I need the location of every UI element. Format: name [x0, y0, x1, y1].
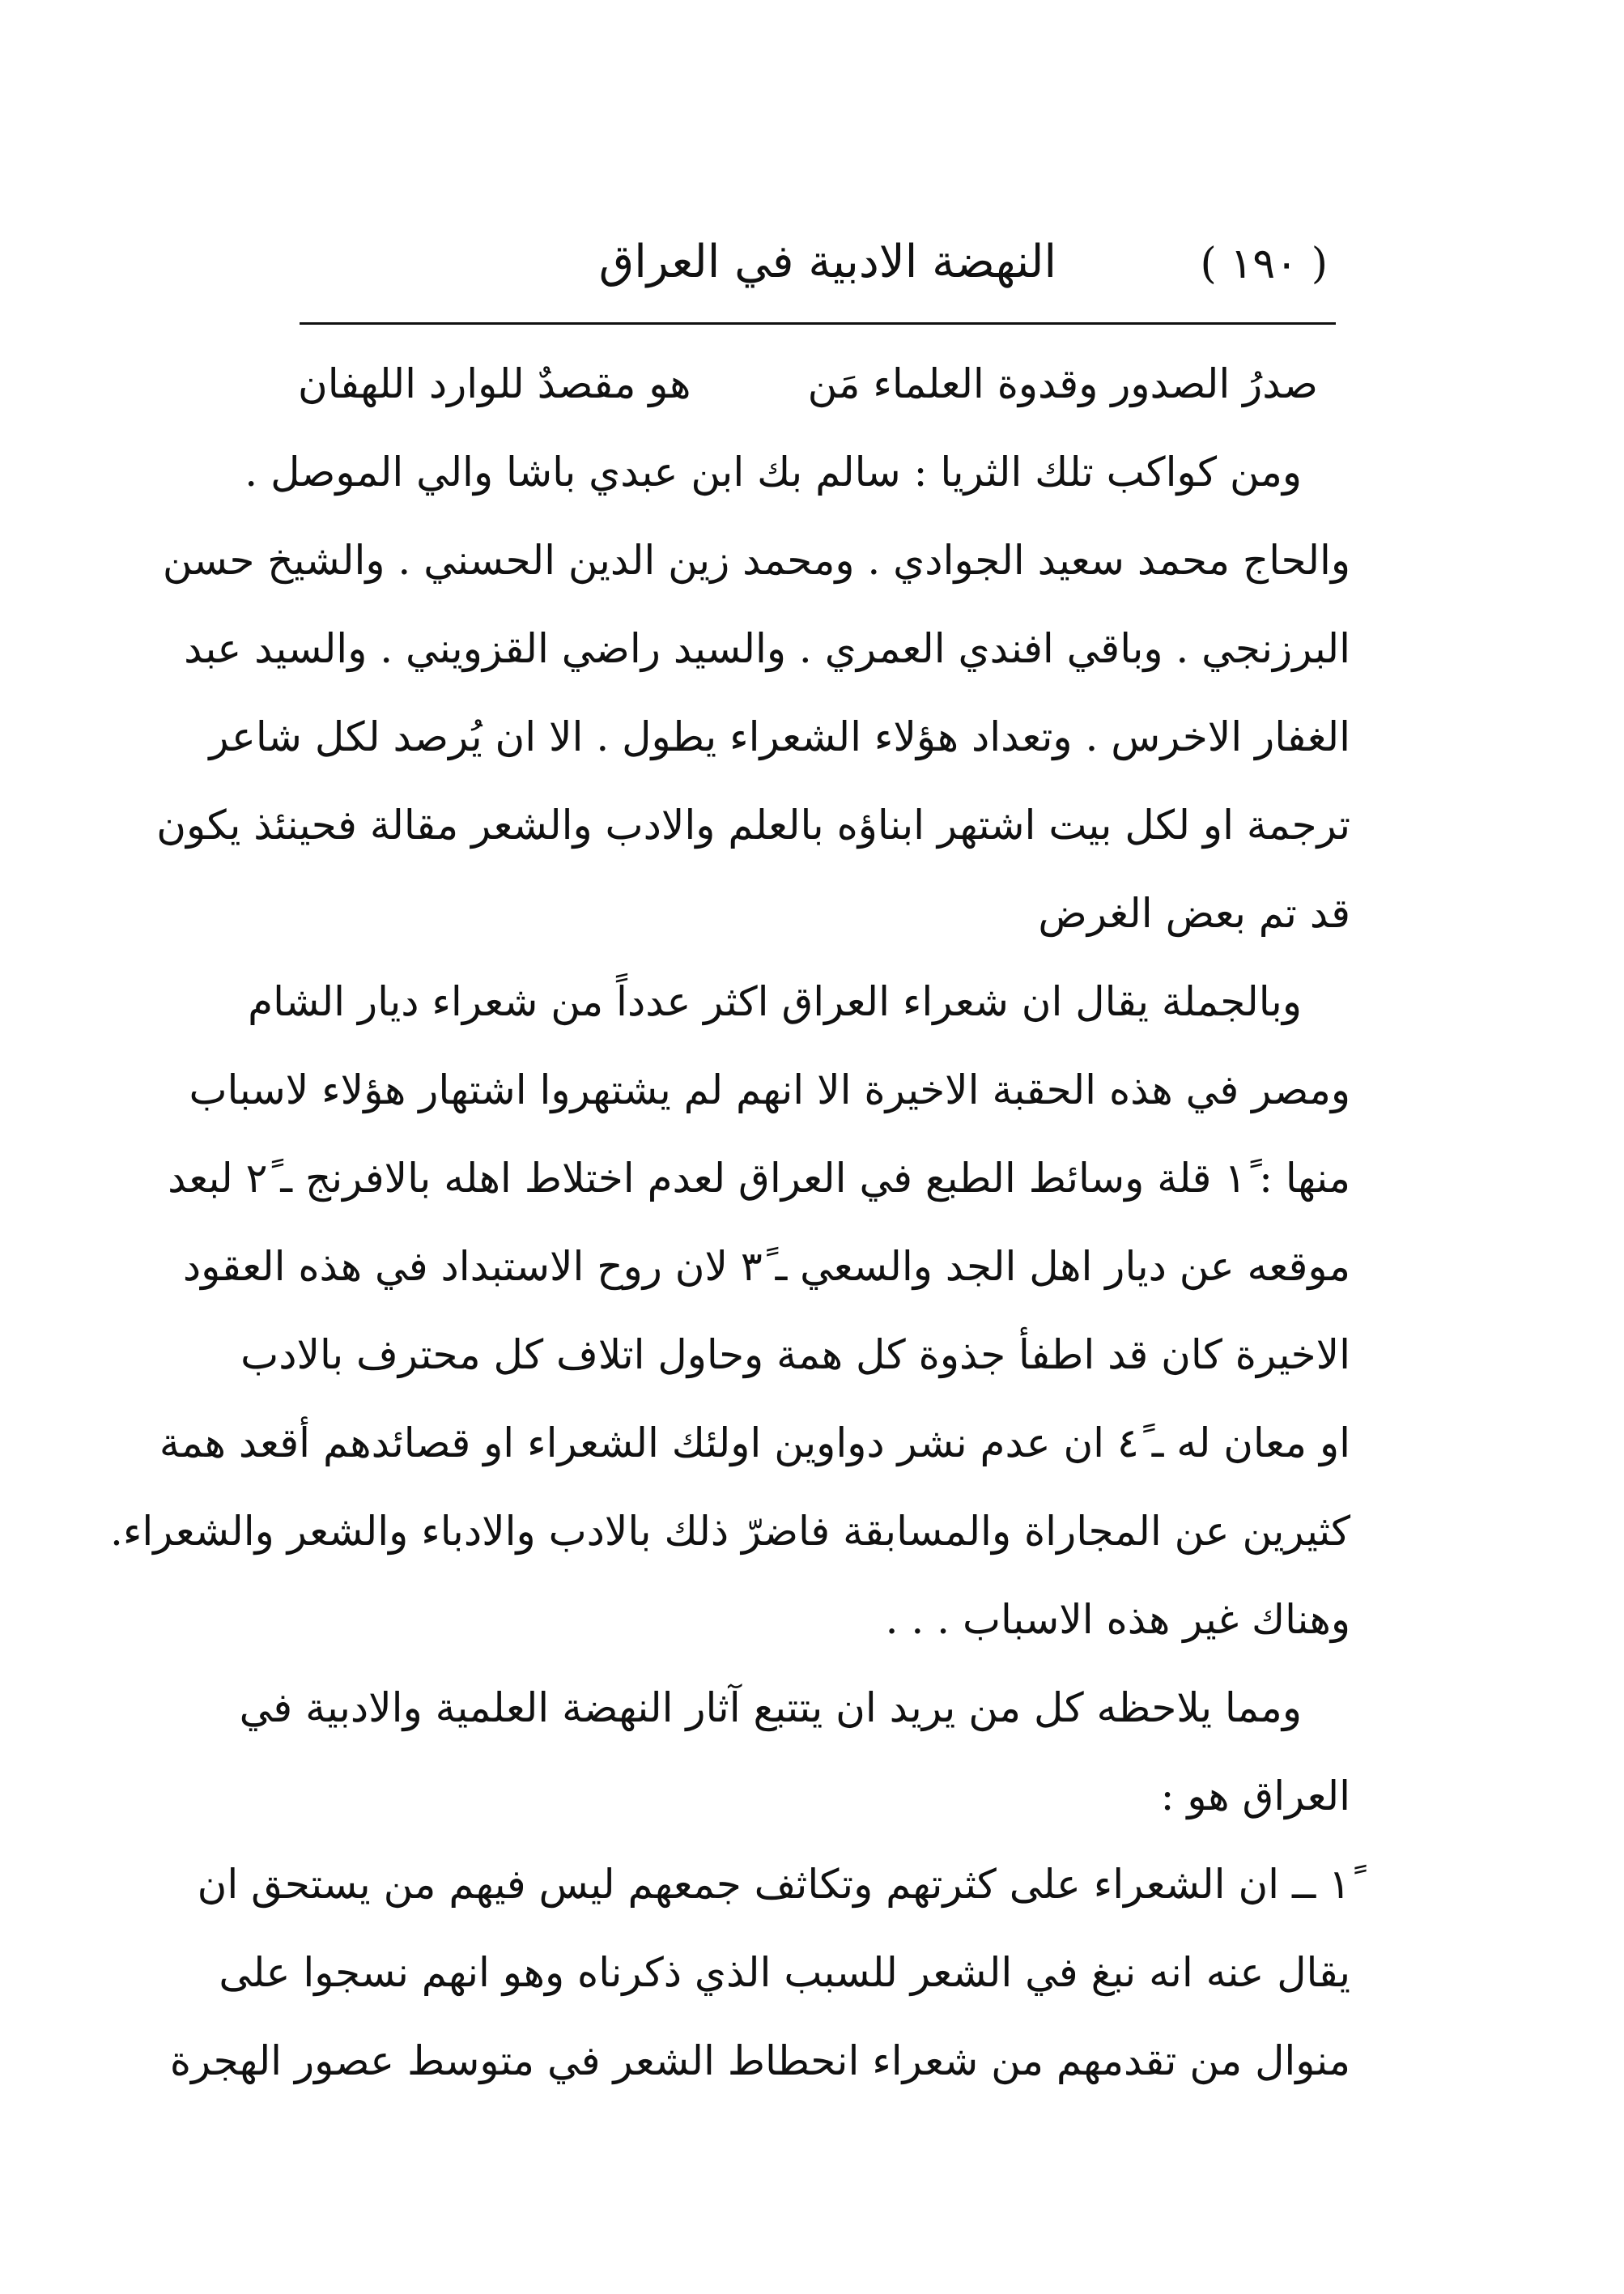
- running-title: النهضة الادبية في العراق: [598, 236, 1056, 288]
- text-line: ومصر في هذه الحقبة الاخيرة الا انهم لم يشتهروا اشتهار هؤلاء لاسباب: [189, 1066, 1350, 1113]
- body-text: [109, 340, 1350, 2105]
- poetry-verse: [298, 340, 1350, 428]
- text-line: ١ً ــ ان الشعراء على كثرتهم وتكاثف جمعهم ليس فيهم من يستحق ان: [197, 1861, 1350, 1908]
- text-line: موقعه عن ديار اهل الجد والسعي ـ ٣ً لان روح الاستبداد في هذه العقود: [182, 1243, 1350, 1290]
- text-line: وهناك غير هذه الاسباب . . .: [885, 1596, 1350, 1643]
- text-line: البرزنجي . وباقي افندي العمري . والسيد راضي القزويني . والسيد عبد: [184, 625, 1350, 672]
- header-divider: [300, 322, 1336, 325]
- page-number: ( ١٩٠ ): [1200, 240, 1328, 288]
- text-line: ومن كواكب تلك الثريا : سالم بك ابن عبدي باشا والي الموصل .: [244, 449, 1302, 496]
- text-line: وبالجملة يقال ان شعراء العراق اكثر عدداً من شعراء ديار الشام: [248, 978, 1302, 1025]
- text-line: والحاج محمد سعيد الجوادي . ومحمد زين الدين الحسني . والشيخ حسن: [162, 537, 1350, 584]
- text-line: الغفار الاخرس . وتعداد هؤلاء الشعراء يطول . الا ان يُرصد لكل شاعر: [209, 713, 1350, 760]
- verse-first-hemistich: صدرُ الصدور وقدوة العلماء مَن: [807, 360, 1318, 407]
- text-line: ترجمة او لكل بيت اشتهر ابناؤه بالعلم والادب والشعر مقالة فحينئذ يكون: [156, 802, 1350, 849]
- verse-second-hemistich: هو مقصدٌ للوارد اللهفان: [298, 360, 691, 407]
- text-line: قد تم بعض الغرض: [1038, 890, 1350, 937]
- text-line: او معان له ـ ٤ً ان عدم نشر دواوين اولئك الشعراء او قصائدهم أقعد همة: [159, 1419, 1350, 1466]
- text-line: منوال من تقدمهم من شعراء انحطاط الشعر في متوسط عصور الهجرة: [169, 2037, 1350, 2084]
- text-line: ومما يلاحظه كل من يريد ان يتتبع آثار النهضة العلمية والادبية في: [239, 1684, 1302, 1731]
- text-line: العراق هو :: [1160, 1773, 1350, 1819]
- page-header: [316, 232, 1328, 309]
- text-line: منها : ١ً قلة وسائط الطبع في العراق لعدم اختلاط اهله بالافرنج ـ ٢ً لبعد: [168, 1155, 1350, 1202]
- text-line: كثيرين عن المجاراة والمسابقة فاضرّ ذلك بالادب والادباء والشعر والشعراء.: [109, 1508, 1350, 1555]
- text-line: يقال عنه انه نبغ في الشعر للسبب الذي ذكرناه وهو انهم نسجوا على: [219, 1949, 1350, 1996]
- text-line: الاخيرة كان قد اطفأ جذوة كل همة وحاول اتلاف كل محترف بالادب: [240, 1331, 1350, 1378]
